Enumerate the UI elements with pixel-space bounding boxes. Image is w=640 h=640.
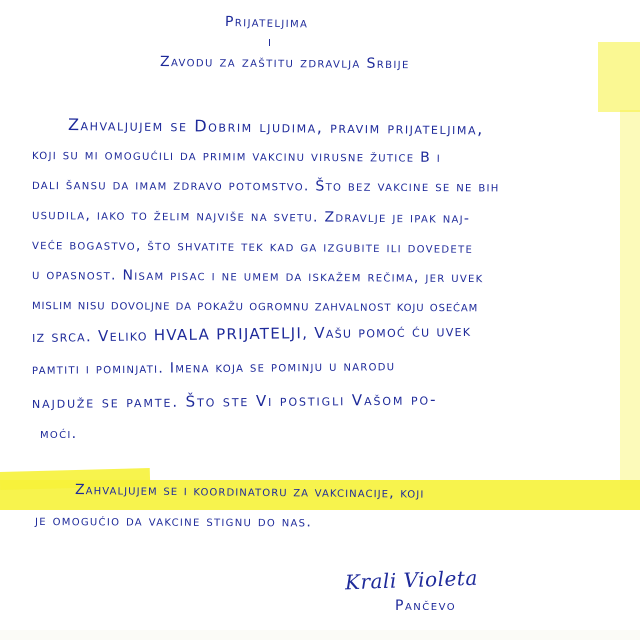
letter-header-line: Zavodu za zaštitu zdravlja Srbije	[159, 54, 410, 73]
highlighter-mark	[598, 42, 640, 112]
letter-body-line: najduže se pamte. Što ste Vi postigli Vašom po-	[31, 390, 438, 412]
letter-body-line: Zahvaljujem se Dobrim ljudima, pravim prijateljima,	[67, 115, 484, 139]
letter-body-line: mislim nisu dovoljne da pokažu ogromnu zahvalnost koju osećam	[31, 297, 479, 316]
signature-place: Pančevo	[395, 598, 457, 614]
letter-body-line: u opasnost. Nisam pisac i ne umem da iskažem rečima, jer uvek	[31, 267, 484, 287]
letter-body-line: koji su mi omogućili da primim vakcinu virusne žutice B i	[31, 147, 442, 166]
signature: Krali Violeta	[344, 565, 479, 595]
letter-body-line: moći.	[40, 426, 78, 442]
letter-body-line: iz srca. Veliko HVALA PRIJATELJI, Vašu pomoć ću uvek	[31, 321, 472, 346]
letter-body-line: usudila, iako to želim najviše na svetu. Zdravlje je ipak naj-	[31, 207, 471, 227]
highlighter-mark	[620, 110, 640, 490]
letter-body-line: pamtiti i pominjati. Imena koja se pominju u narodu	[31, 358, 396, 378]
letter-closing-line: Zahvaljujem se i koordinatoru za vakcinacije, koji	[74, 482, 425, 502]
letter-body-line: veće bogastvo, što shvatite tek kad ga izgubite ili dovedete	[31, 237, 474, 257]
paper-edge	[0, 630, 640, 640]
letter-header-line: Prijateljima	[224, 14, 309, 32]
letter-header-line: i	[268, 34, 273, 50]
letter-body-line: dali šansu da imam zdravo potomstvo. Što bez vakcine se ne bih	[31, 177, 500, 196]
letter-closing-line: je omogućio da vakcine stignu do nas.	[34, 513, 313, 531]
